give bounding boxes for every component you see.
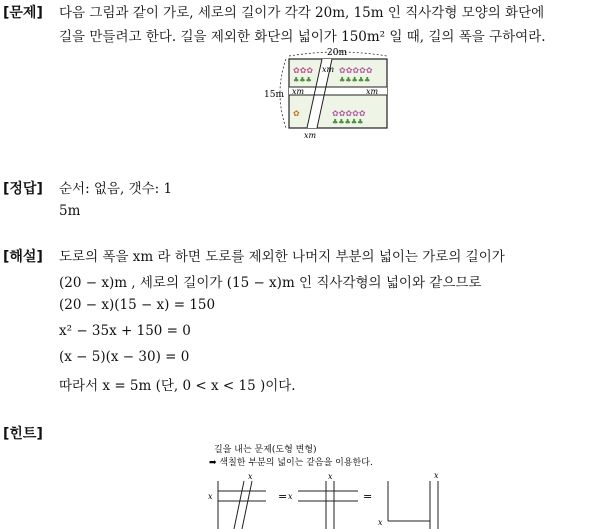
hint-shape-2 bbox=[288, 472, 358, 529]
answer-heading: [정답] bbox=[3, 181, 43, 197]
garden-figure bbox=[262, 46, 392, 140]
width-label: 20m bbox=[327, 48, 347, 58]
svg-text:♣♣♣: ♣♣♣ bbox=[293, 76, 312, 84]
answer-line-2: 5m bbox=[59, 203, 81, 219]
svg-text:✿: ✿ bbox=[293, 109, 300, 118]
equation-2: x² − 35x + 150 = 0 bbox=[59, 323, 191, 339]
conclusion-line: 따라서 x = 5m (단, 0 < x < 15 )이다. bbox=[59, 378, 296, 394]
height-label: 15m bbox=[264, 90, 284, 100]
svg-text:x: x bbox=[434, 471, 439, 480]
svg-text:x: x bbox=[208, 492, 213, 501]
problem-heading: [문제] bbox=[3, 5, 43, 21]
hint-figure bbox=[198, 441, 458, 529]
road-label-bottom: xm bbox=[304, 131, 317, 140]
svg-text:♣♣♣♣♣: ♣♣♣♣♣ bbox=[332, 118, 364, 126]
svg-text:x: x bbox=[288, 492, 293, 501]
problem-line-2: 길을 만들려고 한다. 길을 제외한 화단의 넓이가 150m² 일 때, 길의 폭을 구하여라. bbox=[59, 29, 546, 45]
svg-text:x: x bbox=[248, 472, 253, 481]
equation-3: (x − 5)(x − 30) = 0 bbox=[59, 349, 190, 365]
equals-sign-1: = bbox=[278, 490, 288, 503]
road-label-top: xm bbox=[322, 65, 335, 74]
hint-shape-3 bbox=[378, 471, 439, 529]
equals-sign-2: = bbox=[363, 490, 373, 503]
explanation-line-2: (20 − x)m , 세로의 길이가 (15 − x)m 인 직사각형의 넓이와 같으므로 bbox=[59, 275, 482, 291]
answer-line-1: 순서: 없음, 갯수: 1 bbox=[59, 181, 173, 197]
svg-text:✿✿✿: ✿✿✿ bbox=[293, 66, 314, 75]
equation-1: (20 − x)(15 − x) = 150 bbox=[59, 297, 216, 313]
svg-text:✿✿✿✿✿: ✿✿✿✿✿ bbox=[339, 66, 373, 75]
svg-text:♣♣♣♣♣: ♣♣♣♣♣ bbox=[339, 76, 371, 84]
explanation-line-1: 도로의 폭을 xm 라 하면 도로를 제외한 나머지 부분의 넓이는 가로의 길이가 bbox=[59, 249, 505, 265]
hint-line-1: 길을 내는 문제(도형 변형) bbox=[214, 445, 317, 455]
hint-shape-1 bbox=[208, 472, 266, 529]
road-label-left: xm bbox=[292, 87, 305, 96]
problem-line-1: 다음 그림과 같이 가로, 세로의 길이가 각각 20m, 15m 인 직사각형 모양의 화단에 bbox=[59, 5, 545, 21]
explanation-heading: [해설] bbox=[3, 249, 43, 265]
hint-heading: [힌트] bbox=[3, 426, 43, 442]
hint-line-2: ➡ 색칠한 부분의 넓이는 같음을 이용한다. bbox=[209, 458, 373, 468]
road-label-right: xm bbox=[366, 87, 379, 96]
svg-text:x: x bbox=[328, 472, 333, 481]
svg-text:x: x bbox=[378, 518, 383, 527]
svg-text:✿✿✿✿✿: ✿✿✿✿✿ bbox=[332, 109, 366, 118]
